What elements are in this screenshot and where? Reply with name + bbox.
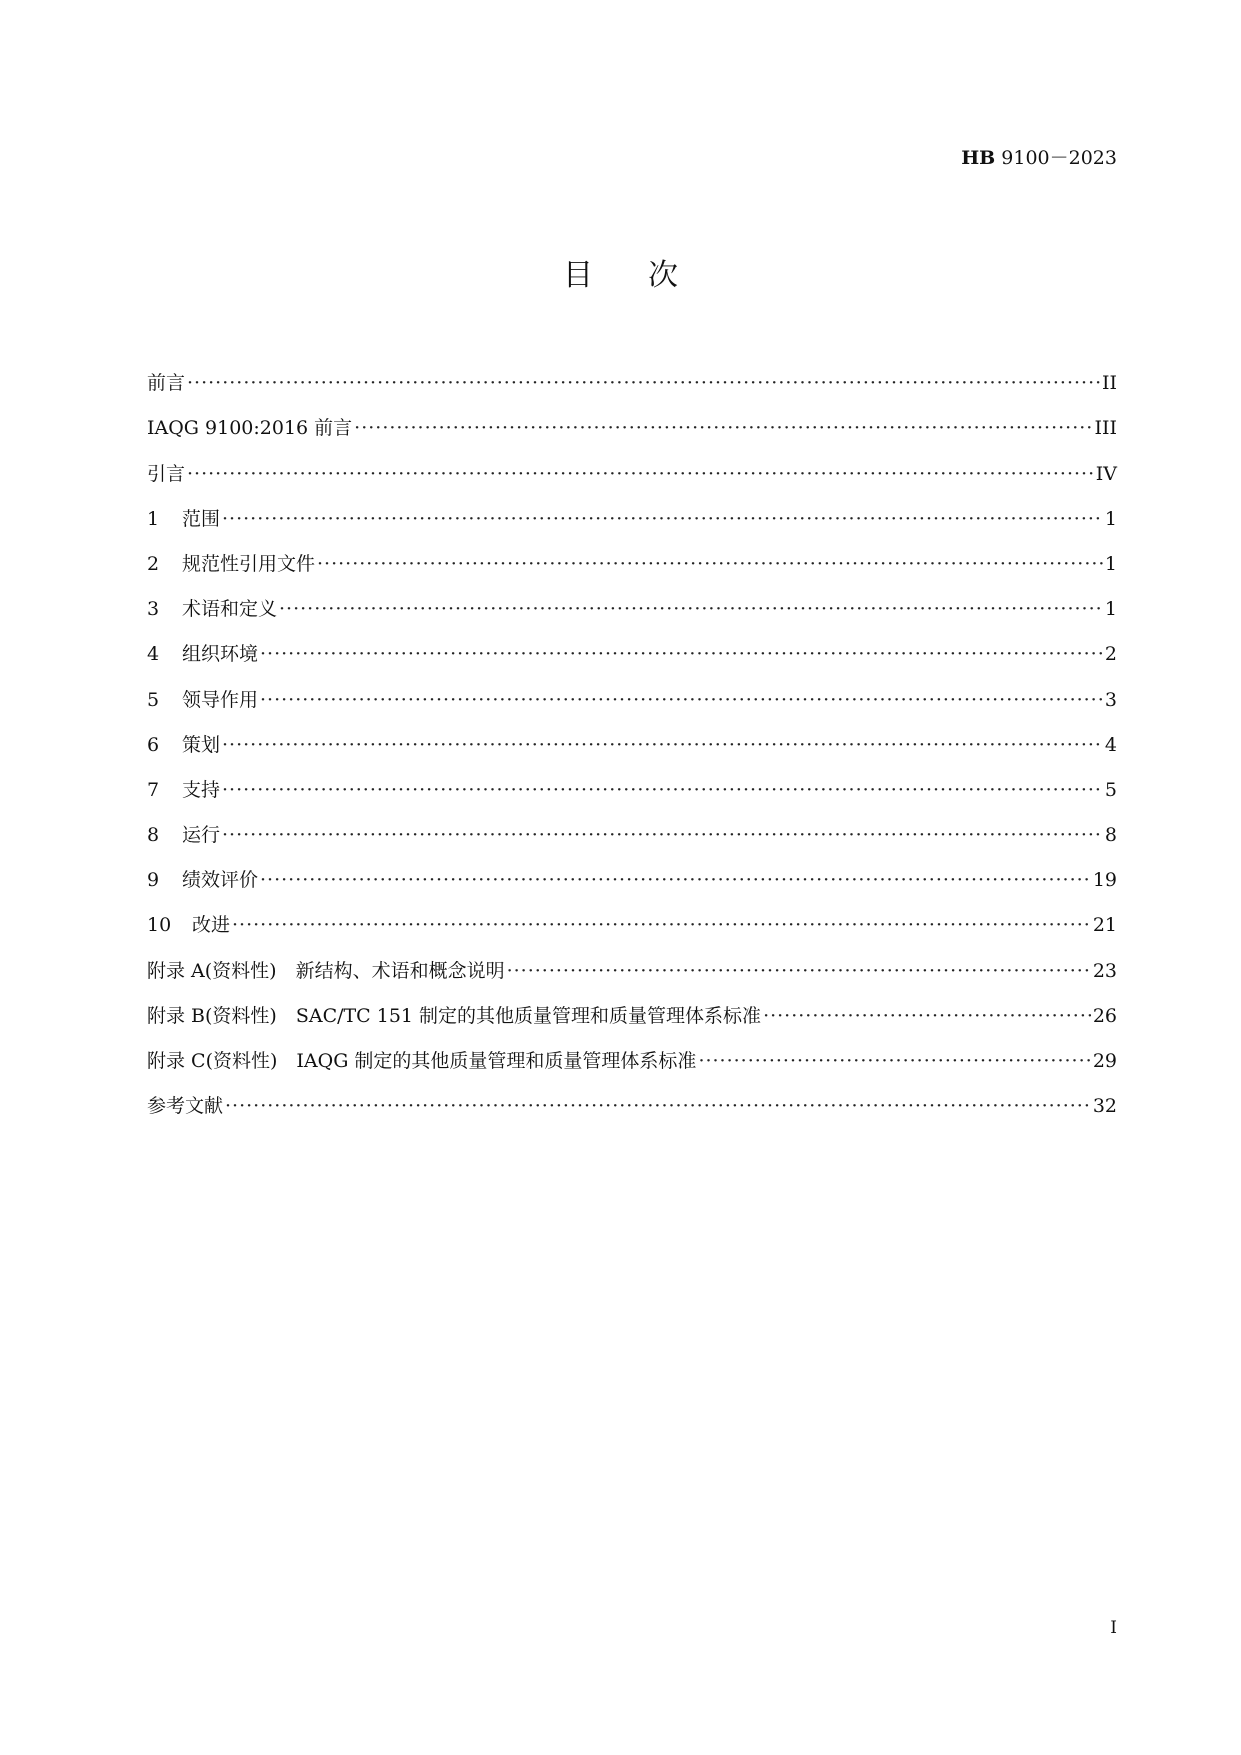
standard-prefix: HB: [961, 147, 996, 169]
toc-entry[interactable]: [147, 803, 1117, 848]
toc-entry-page: 2: [1104, 643, 1117, 666]
toc-leader-dots: [317, 551, 1103, 577]
toc-entry[interactable]: [147, 487, 1117, 532]
toc-title: 目次: [563, 258, 733, 293]
toc-entry[interactable]: [147, 893, 1117, 938]
toc-leader-dots: [222, 506, 1103, 532]
toc-entry-number: 8: [147, 824, 160, 847]
toc-entry-page: 8: [1104, 824, 1117, 847]
toc-entry-page: II: [1101, 372, 1117, 395]
toc-entry-page: 5: [1104, 778, 1117, 801]
toc-entry-label: 领导作用: [182, 688, 259, 711]
toc-entry[interactable]: [147, 351, 1117, 396]
toc-entry[interactable]: [147, 532, 1117, 577]
toc-entry-page: 3: [1104, 688, 1117, 711]
toc-entry[interactable]: [147, 984, 1117, 1029]
toc-entry-label: 引言: [147, 462, 186, 485]
toc-leader-dots: [187, 461, 1094, 487]
toc-entry[interactable]: [147, 713, 1117, 758]
toc-entry-label: 范围: [182, 507, 221, 530]
toc-entry-label: 运行: [182, 824, 221, 847]
toc-entry[interactable]: [147, 938, 1117, 983]
toc-entry-number: 10: [147, 914, 172, 937]
toc-leader-dots: [222, 822, 1103, 848]
toc-entry-label: 参考文献: [147, 1095, 224, 1118]
toc-entry-page: 32: [1092, 1095, 1117, 1118]
toc-entry-label: 规范性引用文件: [182, 552, 316, 575]
page-number: I: [1110, 1618, 1117, 1638]
toc-entry-page: III: [1094, 417, 1117, 440]
toc-leader-dots: [260, 641, 1103, 667]
toc-entry-label: 策划: [182, 733, 221, 756]
toc-entry-number: 4: [147, 643, 160, 666]
toc-entry-page: 4: [1104, 733, 1117, 756]
toc-leader-dots: [698, 1048, 1090, 1074]
toc-leader-dots: [507, 958, 1091, 984]
toc-entry-number: 6: [147, 733, 160, 756]
toc-entry-page: 21: [1092, 914, 1117, 937]
toc-entry-number: 1: [147, 507, 160, 530]
toc-entry[interactable]: [147, 622, 1117, 667]
toc-entry-label: 附录 A(资料性) 新结构、术语和概念说明: [147, 959, 505, 982]
toc-entry-page: 29: [1092, 1050, 1117, 1072]
toc-list: [147, 351, 1117, 1119]
toc-entry[interactable]: [147, 396, 1117, 441]
toc-entry-label: 附录 B(资料性) SAC/TC 151 制定的其他质量管理和质量管理体系标准: [147, 1004, 762, 1027]
toc-entry-number: 9: [147, 869, 160, 892]
toc-entry-page: 23: [1092, 959, 1117, 982]
toc-entry-label: 绩效评价: [182, 869, 259, 892]
toc-leader-dots: [222, 732, 1103, 758]
standard-code: [961, 143, 1117, 170]
toc-leader-dots: [279, 596, 1103, 622]
toc-leader-dots: [225, 1093, 1091, 1119]
standard-number: 9100－2023: [1001, 147, 1117, 169]
toc-entry-page: IV: [1095, 462, 1117, 485]
toc-entry-label: 组织环境: [182, 643, 259, 666]
toc-leader-dots: [354, 415, 1092, 441]
toc-entry-page: 19: [1092, 869, 1117, 892]
toc-leader-dots: [187, 370, 1100, 396]
toc-entry-label: 术语和定义: [182, 598, 278, 621]
toc-leader-dots: [763, 1003, 1091, 1029]
toc-entry-page: 1: [1104, 552, 1117, 575]
toc-entry[interactable]: [147, 1074, 1117, 1119]
toc-entry[interactable]: [147, 848, 1117, 893]
toc-leader-dots: [260, 687, 1103, 713]
toc-entry-page: 26: [1092, 1004, 1117, 1027]
toc-entry[interactable]: [147, 758, 1117, 803]
toc-entry-number: 7: [147, 778, 160, 801]
toc-entry-number: 2: [147, 552, 160, 575]
toc-entry[interactable]: [147, 1029, 1117, 1074]
toc-leader-dots: [260, 867, 1091, 893]
toc-leader-dots: [222, 777, 1103, 803]
toc-entry[interactable]: [147, 667, 1117, 712]
toc-entry-label: IAQG 9100:2016 前言: [147, 417, 353, 440]
toc-entry[interactable]: [147, 441, 1117, 486]
toc-entry-number: 3: [147, 598, 160, 621]
toc-entry-page: 1: [1104, 507, 1117, 530]
toc-entry-number: 5: [147, 688, 160, 711]
toc-leader-dots: [232, 912, 1091, 938]
toc-entry-label: 改进: [192, 914, 231, 937]
toc-entry-page: 1: [1104, 598, 1117, 621]
toc-entry-label: 附录 C(资料性) IAQG 制定的其他质量管理和质量管理体系标准: [147, 1050, 697, 1072]
toc-entry-label: 前言: [147, 372, 186, 395]
toc-entry[interactable]: [147, 577, 1117, 622]
toc-entry-label: 支持: [182, 778, 221, 801]
